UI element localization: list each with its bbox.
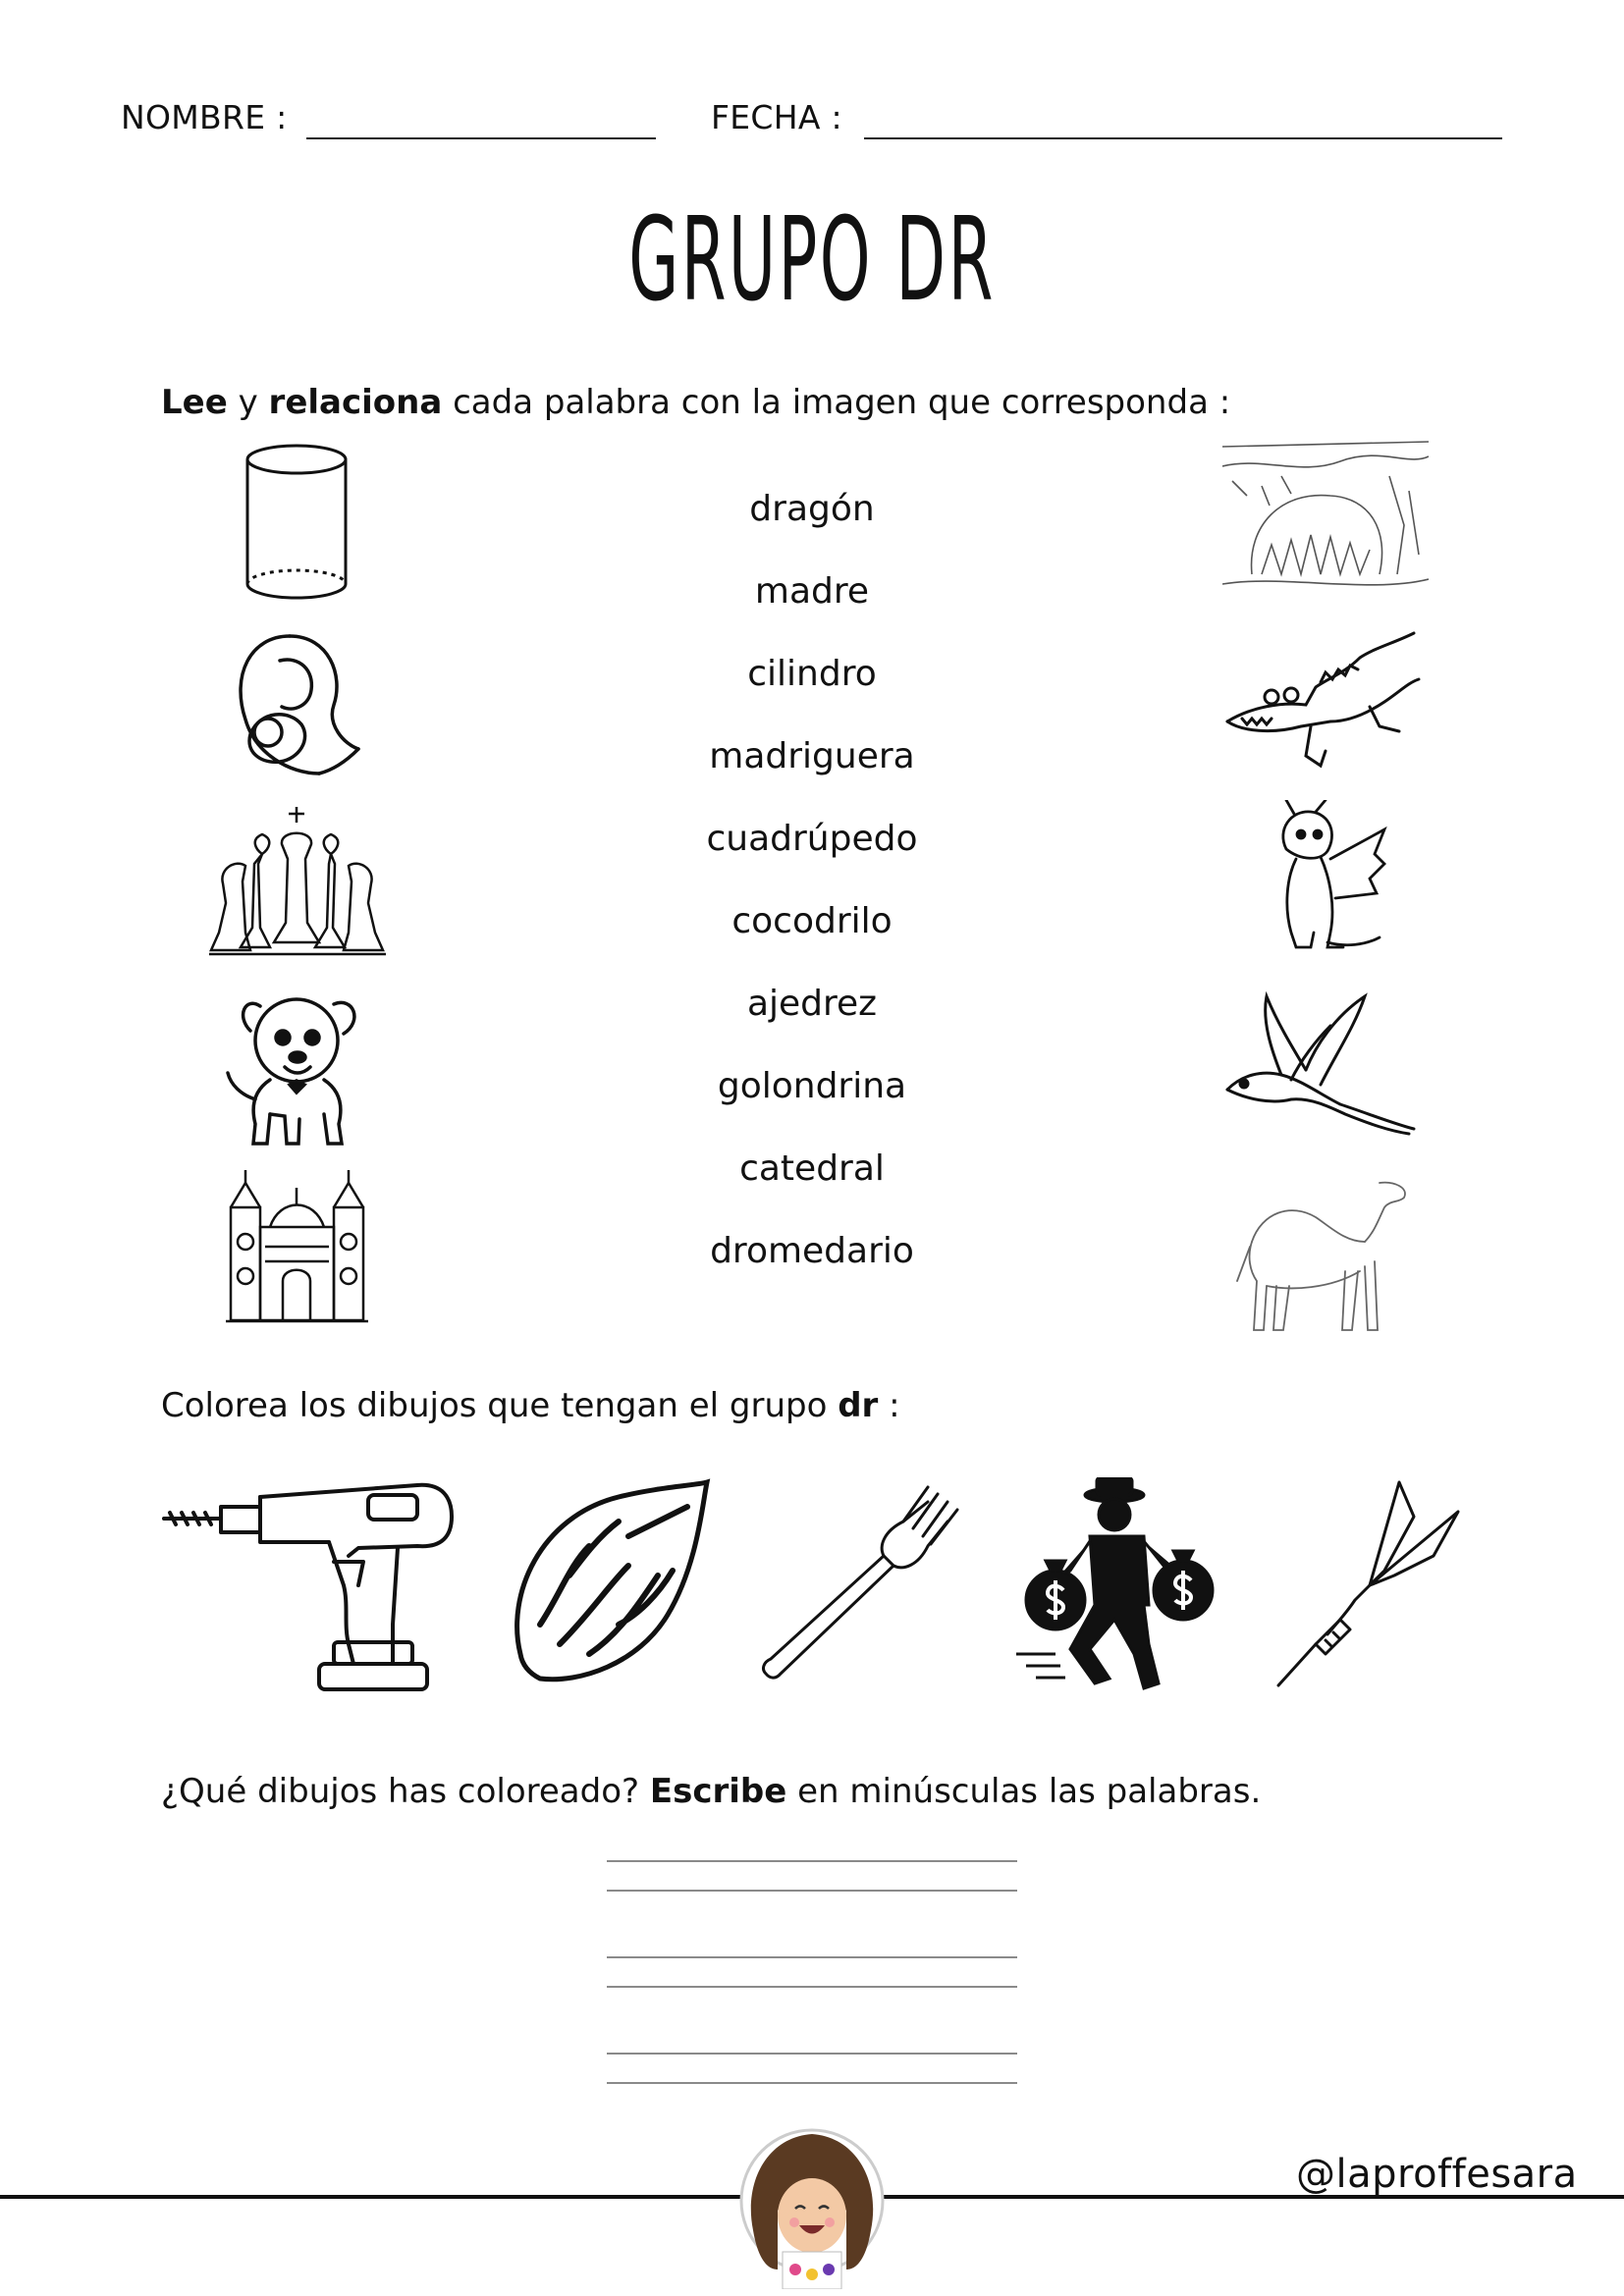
almond-icon[interactable]: [501, 1477, 712, 1688]
writing-line-top[interactable]: [607, 2053, 1017, 2055]
exercise1-instruction: [161, 383, 1230, 422]
word-item[interactable]: cuadrúpedo: [706, 819, 918, 859]
instruction-text: y: [227, 383, 269, 422]
name-label: NOMBRE :: [121, 98, 288, 136]
exercise2-instruction: [161, 1386, 900, 1425]
puppy-icon[interactable]: [216, 987, 378, 1148]
thief-icon[interactable]: [1016, 1477, 1227, 1693]
instruction-text: :: [878, 1386, 900, 1425]
word-item[interactable]: cilindro: [747, 654, 877, 694]
writing-line-top[interactable]: [607, 1860, 1017, 1862]
dromedary-icon[interactable]: [1232, 1173, 1414, 1340]
burrow-icon[interactable]: [1222, 437, 1429, 599]
mother-baby-icon[interactable]: [221, 626, 373, 783]
instruction-text: cada palabra con la imagen que corresponda :: [442, 383, 1231, 422]
date-field[interactable]: [864, 137, 1502, 139]
instruction-bold-write: Escribe: [649, 1772, 787, 1811]
author-handle: @laproffesara: [1296, 2152, 1578, 2197]
drill-icon[interactable]: [162, 1477, 457, 1693]
writing-line-bottom[interactable]: [607, 1890, 1017, 1892]
page-title: GRUPO DR: [628, 191, 996, 327]
chess-pieces-icon[interactable]: [201, 805, 393, 962]
name-field[interactable]: [306, 137, 656, 139]
writing-line-bottom[interactable]: [607, 1986, 1017, 1988]
instruction-bold-dr: dr: [838, 1386, 879, 1425]
writing-line-bottom[interactable]: [607, 2082, 1017, 2084]
word-item[interactable]: dragón: [749, 489, 875, 529]
instruction-text: ¿Qué dibujos has coloreado?: [161, 1772, 650, 1811]
instruction-text: en minúsculas las palabras.: [786, 1772, 1262, 1811]
word-item[interactable]: golondrina: [717, 1066, 907, 1106]
instruction-bold-read: Lee: [161, 383, 228, 422]
word-item[interactable]: madre: [754, 571, 870, 612]
instruction-bold-relate: relaciona: [268, 383, 443, 422]
instruction-text: Colorea los dibujos que tengan el grupo: [161, 1386, 839, 1425]
word-item[interactable]: catedral: [739, 1148, 885, 1189]
word-item[interactable]: dromedario: [710, 1231, 914, 1271]
cylinder-icon[interactable]: [241, 442, 353, 604]
word-item[interactable]: cocodrilo: [731, 901, 893, 941]
crocodile-icon[interactable]: [1222, 628, 1424, 775]
writing-line-top[interactable]: [607, 1956, 1017, 1958]
dragon-icon[interactable]: [1267, 800, 1389, 962]
date-label: FECHA :: [711, 98, 842, 136]
word-item[interactable]: ajedrez: [746, 984, 878, 1024]
cathedral-icon[interactable]: [226, 1168, 368, 1325]
avatar: [738, 2122, 886, 2289]
dart-icon[interactable]: [1276, 1477, 1463, 1688]
exercise3-instruction: [161, 1772, 1261, 1811]
fork-icon[interactable]: [756, 1477, 967, 1688]
word-item[interactable]: madriguera: [709, 736, 915, 776]
swallow-icon[interactable]: [1222, 991, 1419, 1144]
